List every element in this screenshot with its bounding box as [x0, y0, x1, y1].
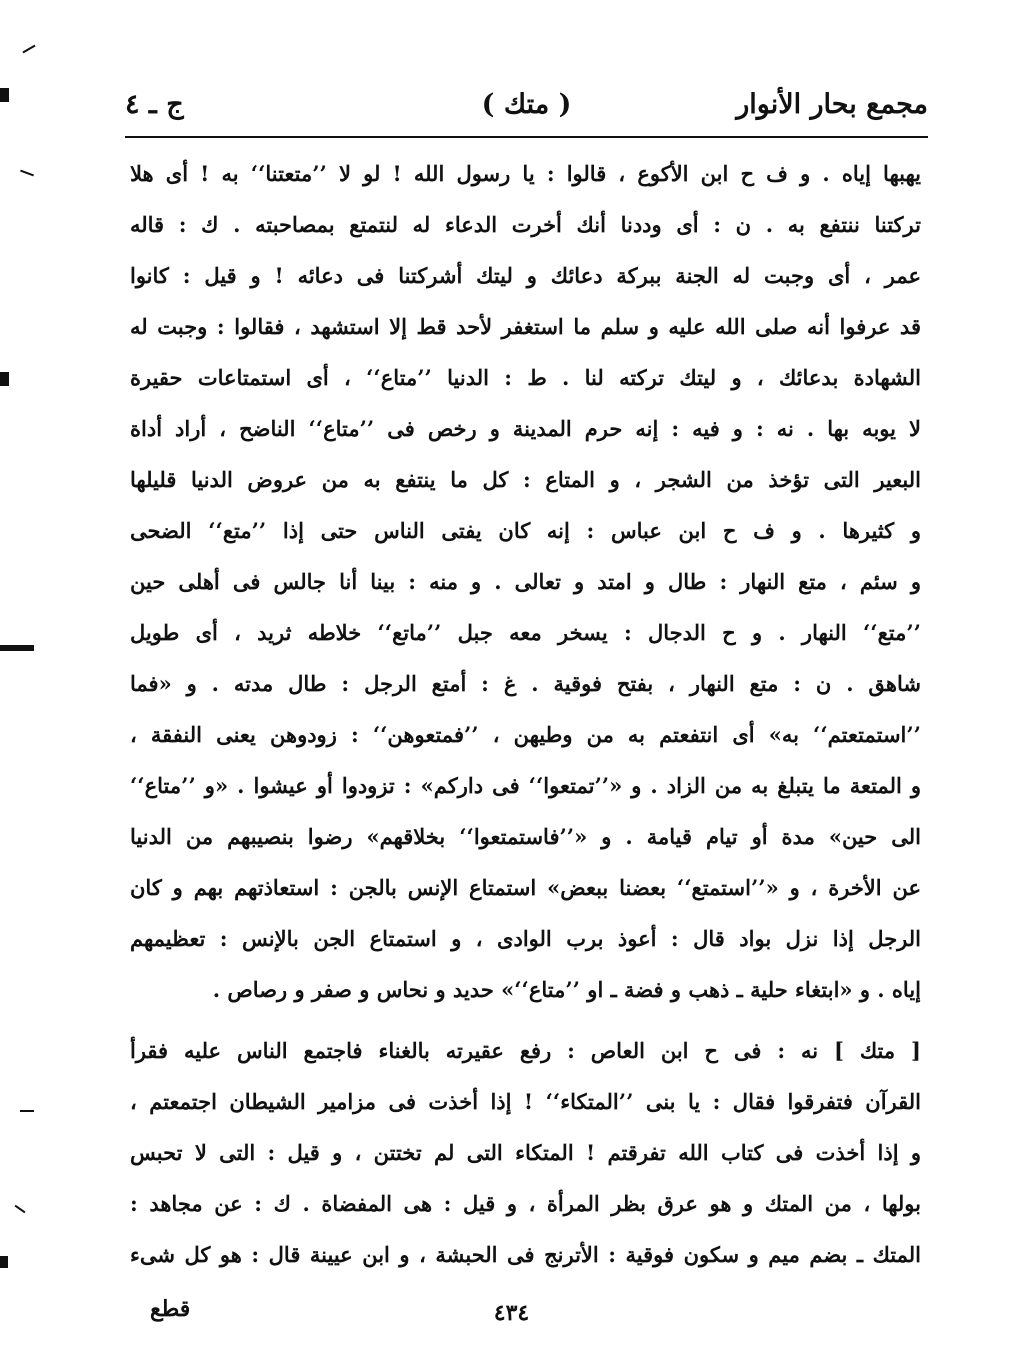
header-rule: [125, 136, 928, 138]
text-line: تركتنا ننتفع به . ن : أى وددنا أنك أخرت الدعاء له لنتمتع بمصاحبته . ك : قاله: [130, 212, 921, 237]
text-line: الى حين» مدة أو تيام قيامة . و «’’فاستمتعوا‘‘ بخلاقهم» رضوا بنصيبهم من الدنيا: [130, 824, 921, 849]
book-title: مجمع بحار الأنوار: [736, 89, 928, 120]
margin-mark: [22, 45, 35, 54]
margin-mark: [20, 1110, 34, 1112]
text-line: و إذا أخذت فى كتاب الله تفرقتم ! المتكاء التى لم تختتن ، و قيل : التى لا تحبس: [130, 1140, 921, 1165]
margin-mark: [0, 88, 9, 102]
running-header: [125, 85, 928, 130]
margin-mark: [0, 1256, 8, 1268]
text-line: عن الأخرة ، و «’’استمتع‘‘ بعضنا ببعض» استمتاع الإنس بالجن : استعاذتهم بهم و كان: [130, 875, 921, 900]
text-line: عمر ، أى وجبت له الجنة ببركة دعائك و ليتك أشركتنا فى دعائه ! و قيل : كانوا: [130, 263, 921, 288]
body-text: [130, 148, 921, 1280]
text-line: و سئم ، متع النهار : طال و امتد و تعالى . و منه : بينا أنا جالس فى أهلى حين: [130, 569, 921, 594]
catchword: قطع: [150, 1296, 191, 1322]
margin-mark: [15, 1205, 26, 1214]
text-line: الرجل إذا نزل بواد قال : أعوذ برب الوادى ، و استمتاع الجن بالإنس : تعظيمهم: [130, 926, 921, 951]
text-line: البعير التى تؤخذ من الشجر ، و المتاع : كل ما ينتفع به من عروض الدنيا قليلها: [130, 467, 921, 492]
text-line: إياه . و «ابتغاء حلية ـ ذهب و فضة ـ او ’’متاع‘‘» حديد و نحاس و صفر و رصاص .: [212, 977, 921, 1002]
text-line: و المتعة ما يتبلغ به من الزاد . و «’’تمتعوا‘‘ فى داركم» : تزودوا أو عيشوا . «و ’’متاع‘‘: [130, 773, 921, 798]
text-line: القرآن فتفرقوا فقال : يا بنى ’’المتكاء‘‘ ! إذا أخذت فى مزامير الشيطان اجتمعتم ،: [130, 1089, 921, 1114]
text-line: بولها ، من المتك و هو عرق بظر المرأة ، و قيل : هى المفضاة . ك : عن مجاهد :: [130, 1191, 921, 1216]
text-line: لا يوبه بها . نه : و فيه : إنه حرم المدينة و رخص فى ’’متاع‘‘ الناضح ، أراد أداة: [130, 416, 921, 441]
margin-mark: [0, 372, 9, 386]
text-line: ’’استمتعتم‘‘ به» أى انتفعتم به من وطيهن ، ’’فمتعوهن‘‘ : زودوهن يعنى النفقة ،: [130, 722, 921, 747]
text-line: يهبها إياه . و ف ح ابن الأكوع ، قالوا : يا رسول الله ! لو لا ’’متعتنا‘‘ به ! أى هلا: [130, 161, 921, 186]
entry-heading: ( متك ): [481, 89, 572, 120]
text-line: و كثيرها . و ف ح ابن عباس : إنه كان يفتى الناس حتى إذا ’’متع‘‘ الضحى: [130, 518, 921, 543]
margin-mark: [0, 645, 34, 651]
text-line: قد عرفوا أنه صلى الله عليه و سلم ما استغفر لأحد قط إلا استشهد ، فقالوا : وجبت له: [130, 314, 921, 339]
text-line: شاهق . ن : متع النهار ، بفتح فوقية . غ : أمتع الرجل : طال مدته . و «فما: [130, 671, 921, 696]
text-line: المتك ـ بضم ميم و سكون فوقية : الأترنج فى الحبشة ، و ابن عيينة قال : هو كل شىء: [130, 1242, 921, 1267]
page-number: ٤٣٤: [493, 1300, 530, 1326]
text-line: الشهادة بدعائك ، و ليتك تركته لنا . ط : الدنيا ’’متاع‘‘ ، أى استمتاعات حقيرة: [130, 365, 921, 390]
entry-start-line: [ متك ] نه : فى ح ابن العاص : رفع عقيرته بالغناء فاجتمع الناس عليه فقرأ: [130, 1038, 921, 1063]
volume-label: ج ـ ٤: [125, 89, 184, 120]
margin-mark: [20, 170, 34, 177]
text-line: ’’متع‘‘ النهار . و ح الدجال : يسخر معه جبل ’’ماتع‘‘ خلاطه ثريد ، أى طويل: [130, 620, 921, 645]
